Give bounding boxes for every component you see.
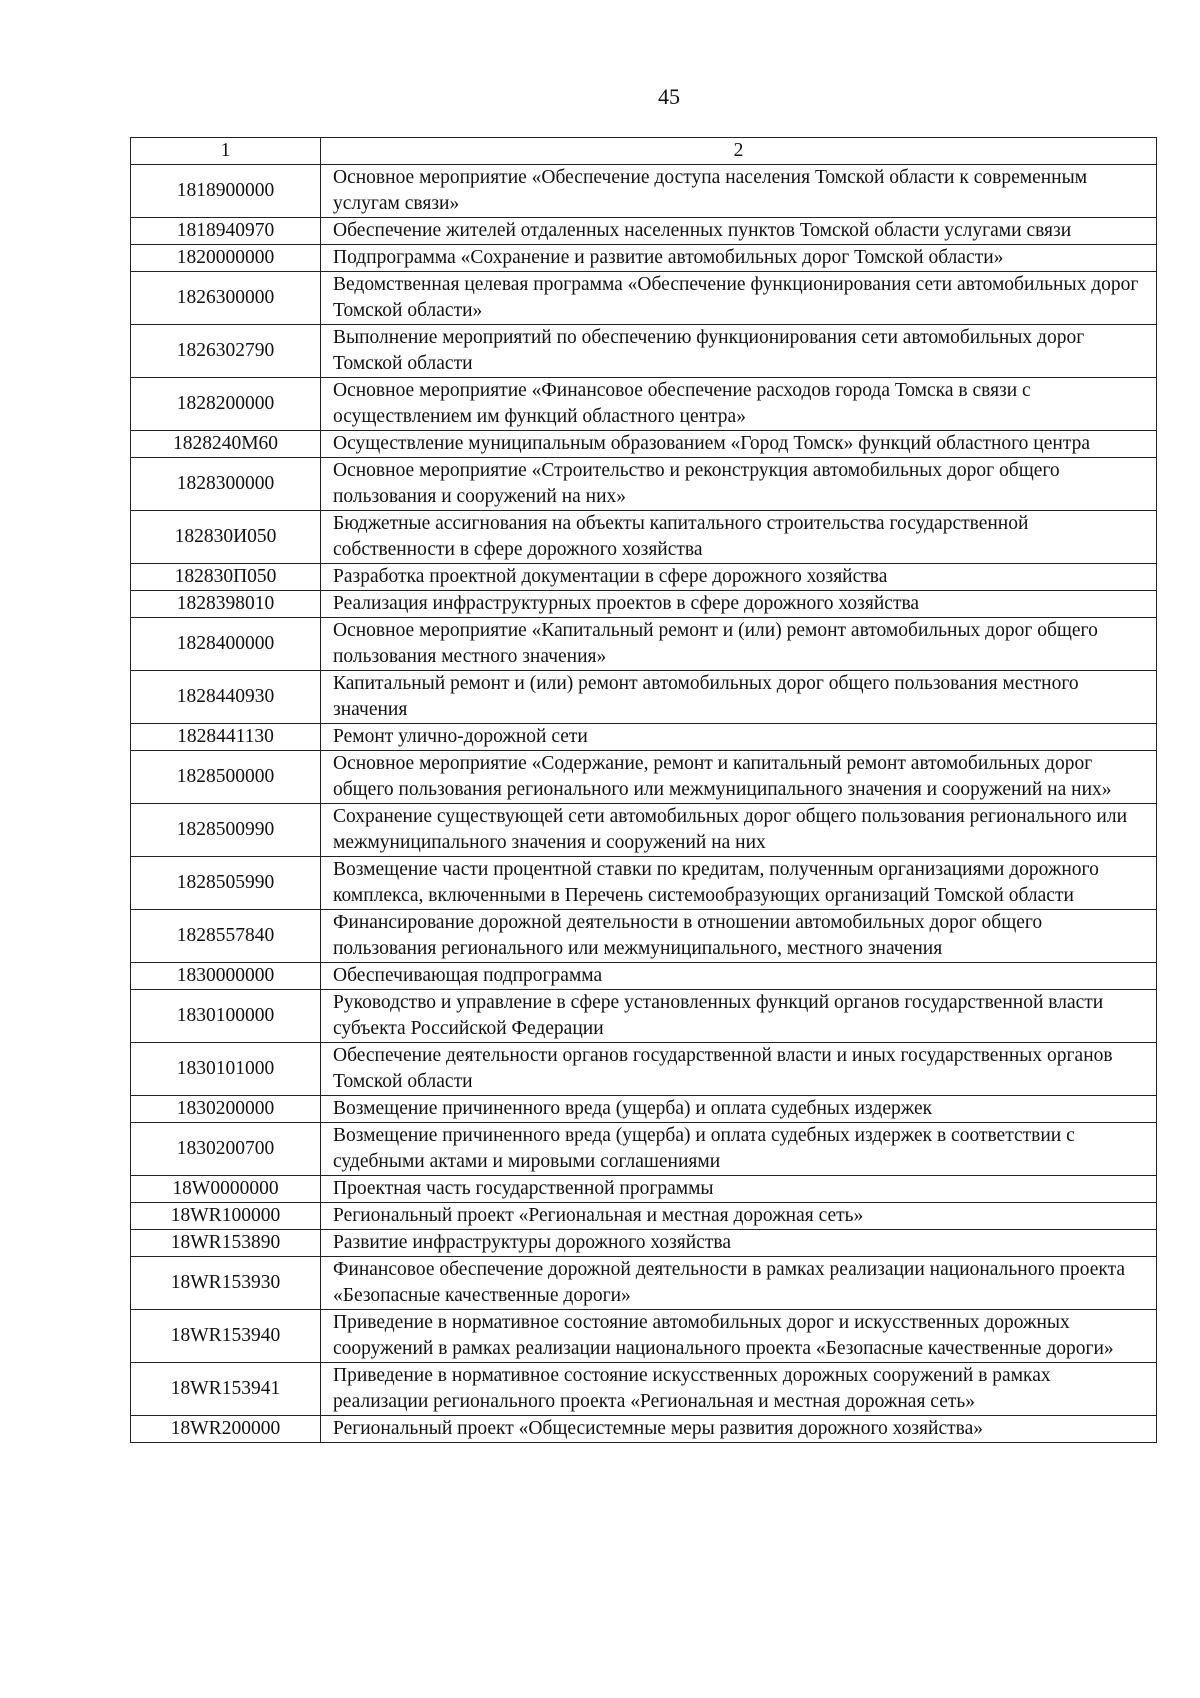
table-row <box>131 378 1157 431</box>
row-description: Бюджетные ассигнования на объекты капитального строительства государственной собственности в сфере дорожного хозяйства <box>321 511 1157 564</box>
row-code: 1820000000 <box>131 245 321 272</box>
row-code: 1828440930 <box>131 671 321 724</box>
row-code: 1830200000 <box>131 1096 321 1123</box>
table-row <box>131 724 1157 751</box>
table-row <box>131 1203 1157 1230</box>
row-code: 1828500990 <box>131 804 321 857</box>
row-code: 182830И050 <box>131 511 321 564</box>
table-row <box>131 218 1157 245</box>
table-row <box>131 671 1157 724</box>
row-description: Обеспечение жителей отдаленных населенных пунктов Томской области услугами связи <box>321 218 1157 245</box>
table-row <box>131 1123 1157 1176</box>
row-description: Подпрограмма «Сохранение и развитие автомобильных дорог Томской области» <box>321 245 1157 272</box>
row-description: Возмещение причиненного вреда (ущерба) и оплата судебных издержек <box>321 1096 1157 1123</box>
row-code: 1826302790 <box>131 325 321 378</box>
row-code: 18WR153940 <box>131 1310 321 1363</box>
row-description: Ремонт улично-дорожной сети <box>321 724 1157 751</box>
row-code: 1828500000 <box>131 751 321 804</box>
row-description: Основное мероприятие «Капитальный ремонт и (или) ремонт автомобильных дорог общего пользования местного значения» <box>321 618 1157 671</box>
row-code: 1828300000 <box>131 458 321 511</box>
table-row <box>131 990 1157 1043</box>
row-description: Руководство и управление в сфере установленных функций органов государственной власти субъекта Российской Федерации <box>321 990 1157 1043</box>
table-row <box>131 751 1157 804</box>
table-row <box>131 1043 1157 1096</box>
row-description: Региональный проект «Общесистемные меры развития дорожного хозяйства» <box>321 1416 1157 1443</box>
row-description: Основное мероприятие «Обеспечение доступа населения Томской области к современным услугам связи» <box>321 165 1157 218</box>
row-code: 1818940970 <box>131 218 321 245</box>
table-row <box>131 1257 1157 1310</box>
table-row <box>131 511 1157 564</box>
table-row <box>131 165 1157 218</box>
row-description: Осуществление муниципальным образованием «Город Томск» функций областного центра <box>321 431 1157 458</box>
row-description: Возмещение причиненного вреда (ущерба) и оплата судебных издержек в соответствии с судебными актами и мировыми соглашениями <box>321 1123 1157 1176</box>
row-code: 18W0000000 <box>131 1176 321 1203</box>
row-description: Разработка проектной документации в сфере дорожного хозяйства <box>321 564 1157 591</box>
row-code: 1830200700 <box>131 1123 321 1176</box>
table-row <box>131 325 1157 378</box>
row-description: Основное мероприятие «Финансовое обеспечение расходов города Томска в связи с осуществлением им функций областного центра» <box>321 378 1157 431</box>
row-code: 1828505990 <box>131 857 321 910</box>
row-description: Ведомственная целевая программа «Обеспечение функционирования сети автомобильных дорог Томской области» <box>321 272 1157 325</box>
row-code: 18WR200000 <box>131 1416 321 1443</box>
row-description: Обеспечение деятельности органов государственной власти и иных государственных органов Томской области <box>321 1043 1157 1096</box>
column-header-description: 2 <box>321 138 1157 165</box>
row-code: 1828200000 <box>131 378 321 431</box>
table-header-row <box>131 138 1157 165</box>
row-description: Развитие инфраструктуры дорожного хозяйства <box>321 1230 1157 1257</box>
budget-code-table <box>130 137 1157 1443</box>
table-row <box>131 591 1157 618</box>
column-header-code: 1 <box>131 138 321 165</box>
row-description: Основное мероприятие «Строительство и реконструкция автомобильных дорог общего пользования и сооружений на них» <box>321 458 1157 511</box>
row-code: 1818900000 <box>131 165 321 218</box>
row-description: Проектная часть государственной программы <box>321 1176 1157 1203</box>
row-code: 18WR153930 <box>131 1257 321 1310</box>
row-code: 18WR153941 <box>131 1363 321 1416</box>
page-number: 45 <box>658 84 680 109</box>
row-code: 1830000000 <box>131 963 321 990</box>
row-code: 1830101000 <box>131 1043 321 1096</box>
table-body <box>131 165 1157 1443</box>
row-description: Региональный проект «Региональная и местная дорожная сеть» <box>321 1203 1157 1230</box>
table-row <box>131 1416 1157 1443</box>
table-row <box>131 1310 1157 1363</box>
table-row <box>131 272 1157 325</box>
row-code: 1830100000 <box>131 990 321 1043</box>
row-code: 1828398010 <box>131 591 321 618</box>
table-row <box>131 431 1157 458</box>
table-row <box>131 564 1157 591</box>
table-row <box>131 1096 1157 1123</box>
table-row <box>131 910 1157 963</box>
row-description: Основное мероприятие «Содержание, ремонт и капитальный ремонт автомобильных дорог общего пользования регионального или межмуниципального значения и сооружений на них» <box>321 751 1157 804</box>
row-description: Возмещение части процентной ставки по кредитам, полученным организациями дорожного комплекса, включенными в Перечень системообразующих организаций Томской области <box>321 857 1157 910</box>
row-description: Реализация инфраструктурных проектов в сфере дорожного хозяйства <box>321 591 1157 618</box>
table-row <box>131 245 1157 272</box>
row-code: 182830П050 <box>131 564 321 591</box>
row-description: Приведение в нормативное состояние автомобильных дорог и искусственных дорожных сооружений в рамках реализации национального проекта «Безопасные качественные дороги» <box>321 1310 1157 1363</box>
row-description: Приведение в нормативное состояние искусственных дорожных сооружений в рамках реализации регионального проекта «Региональная и местная дорожная сеть» <box>321 1363 1157 1416</box>
row-description: Финансовое обеспечение дорожной деятельности в рамках реализации национального проекта «Безопасные качественные дороги» <box>321 1257 1157 1310</box>
row-description: Финансирование дорожной деятельности в отношении автомобильных дорог общего пользования регионального или межмуниципального, местного значения <box>321 910 1157 963</box>
row-description: Капитальный ремонт и (или) ремонт автомобильных дорог общего пользования местного значения <box>321 671 1157 724</box>
table-row <box>131 963 1157 990</box>
table-row <box>131 1363 1157 1416</box>
row-code: 1828557840 <box>131 910 321 963</box>
table-row <box>131 458 1157 511</box>
row-description: Сохранение существующей сети автомобильных дорог общего пользования регионального или межмуниципального значения и сооружений на них <box>321 804 1157 857</box>
row-code: 1826300000 <box>131 272 321 325</box>
row-code: 1828400000 <box>131 618 321 671</box>
row-code: 18WR100000 <box>131 1203 321 1230</box>
row-code: 1828441130 <box>131 724 321 751</box>
table-row <box>131 618 1157 671</box>
table-row <box>131 804 1157 857</box>
row-description: Выполнение мероприятий по обеспечению функционирования сети автомобильных дорог Томской области <box>321 325 1157 378</box>
row-description: Обеспечивающая подпрограмма <box>321 963 1157 990</box>
table-row <box>131 1230 1157 1257</box>
row-code: 1828240М60 <box>131 431 321 458</box>
table-row <box>131 1176 1157 1203</box>
table-row <box>131 857 1157 910</box>
row-code: 18WR153890 <box>131 1230 321 1257</box>
